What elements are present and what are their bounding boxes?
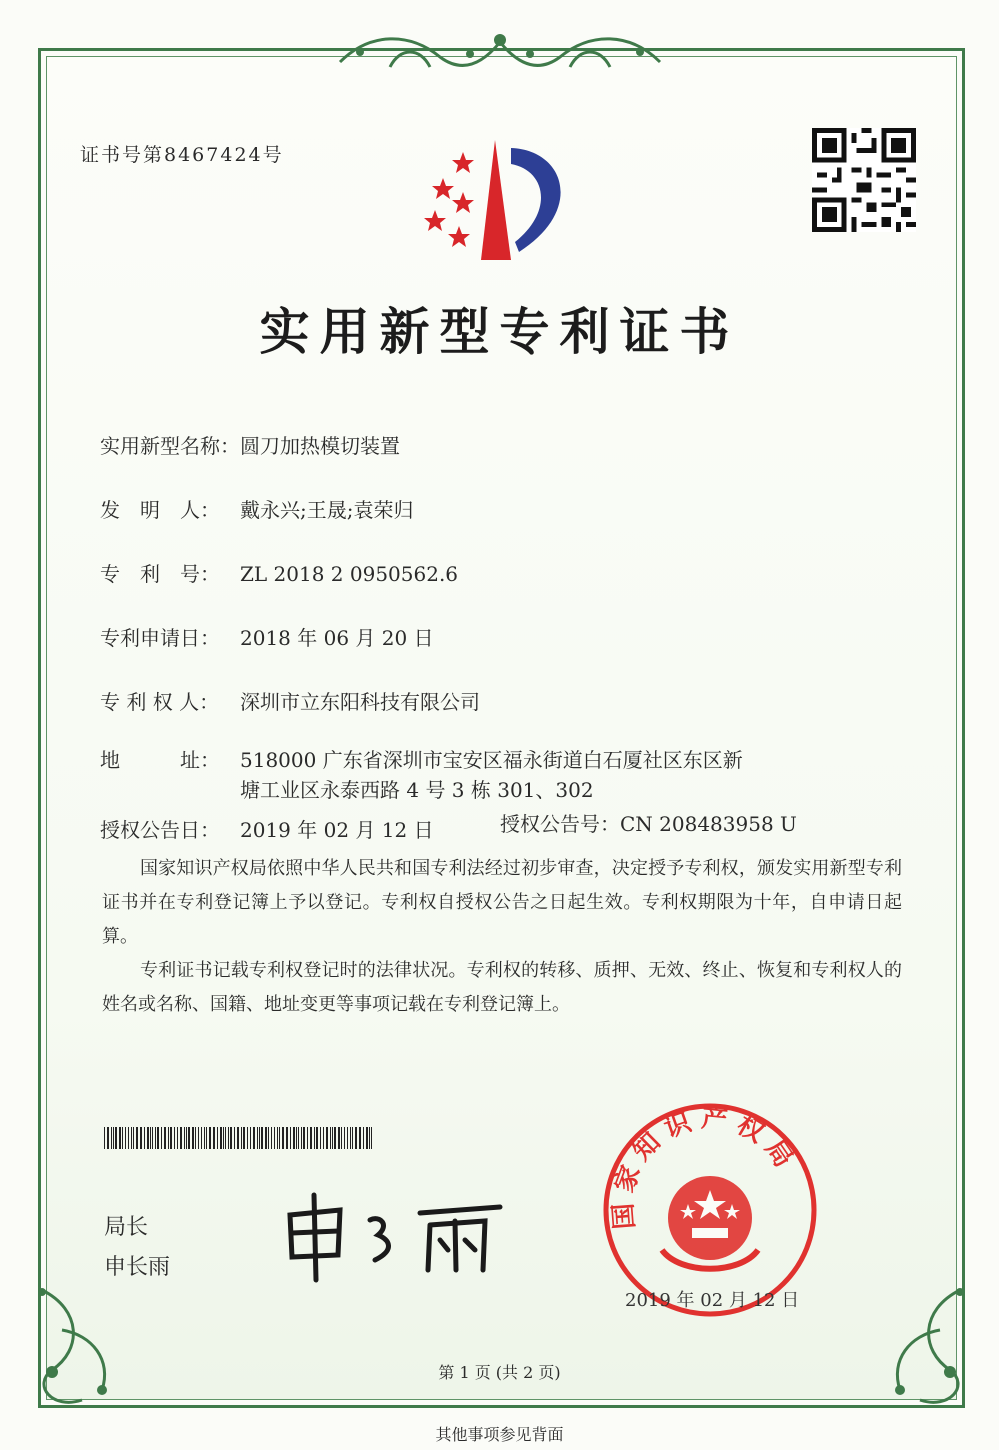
field-label: 专 利 号： — [100, 562, 220, 586]
field-value: 圆刀加热模切装置 — [240, 434, 400, 458]
certificate-title: 实用新型专利证书 — [259, 302, 740, 361]
certificate-number: 证书号第8467424号 — [80, 144, 284, 166]
field-address — [100, 744, 743, 773]
field-value: 2019 年 02 月 12 日 — [240, 818, 434, 842]
certificate-body — [102, 852, 902, 1022]
field-label: 授权公告号： — [500, 812, 620, 836]
footer-note: 其他事项参见背面 — [435, 1425, 564, 1444]
qr-code-icon — [812, 128, 916, 232]
page-number: 第 1 页 (共 2 页) — [438, 1363, 561, 1382]
field-value: 塘工业区永泰西路 4 号 3 栋 301、302 — [240, 778, 594, 802]
field-grant-number — [500, 808, 797, 837]
field-label: 授权公告日： — [100, 818, 220, 842]
field-value: CN 208483958 U — [620, 812, 797, 836]
field-value: 深圳市立东阳科技有限公司 — [240, 690, 480, 714]
field-value: 戴永兴;王晟;袁荣归 — [240, 498, 414, 522]
barcode-icon — [104, 1127, 374, 1149]
field-utility-model-name — [100, 430, 400, 459]
field-grant-date — [100, 814, 434, 843]
seal-date: 2019 年 02 月 12 日 — [625, 1290, 800, 1311]
field-label: 实用新型名称： — [100, 434, 240, 458]
field-label: 地 址： — [100, 748, 220, 772]
field-inventor — [100, 494, 413, 523]
cnipa-emblem-icon — [415, 130, 580, 270]
field-value: ZL 2018 2 0950562.6 — [240, 562, 459, 586]
field-label: 专利申请日： — [100, 626, 220, 650]
field-patentee — [100, 686, 480, 715]
bottom-left-ornament-icon — [22, 1280, 142, 1420]
signature-name: 申长雨 — [104, 1255, 171, 1280]
svg-text:国家知识产权局: 国家知识产权局 — [607, 1103, 803, 1231]
field-label: 专 利 权 人： — [100, 690, 220, 714]
field-application-date — [100, 622, 434, 651]
body-paragraph: 国家知识产权局依照中华人民共和国专利法经过初步审查，决定授予专利权，颁发实用新型专利证书并在专利登记簿上予以登记。专利权自授权公告之日起生效。专利权期限为十年，自申请日起算。 — [102, 858, 902, 947]
top-ornament-icon — [330, 22, 670, 82]
field-patent-number — [100, 558, 458, 587]
field-label: 发 明 人： — [100, 498, 220, 522]
signature-title: 局长 — [104, 1215, 149, 1240]
body-paragraph: 专利证书记载专利权登记时的法律状况。专利权的转移、质押、无效、终止、恢复和专利权人的姓名或名称、国籍、地址变更等事项记载在专利登记簿上。 — [102, 960, 902, 1015]
field-address-line2 — [240, 774, 594, 803]
field-value: 2018 年 06 月 20 日 — [240, 626, 434, 650]
handwritten-signature-icon — [280, 1185, 510, 1285]
bottom-right-ornament-icon — [860, 1280, 980, 1420]
field-value: 518000 广东省深圳市宝安区福永街道白石厦社区东区新 — [240, 748, 743, 772]
